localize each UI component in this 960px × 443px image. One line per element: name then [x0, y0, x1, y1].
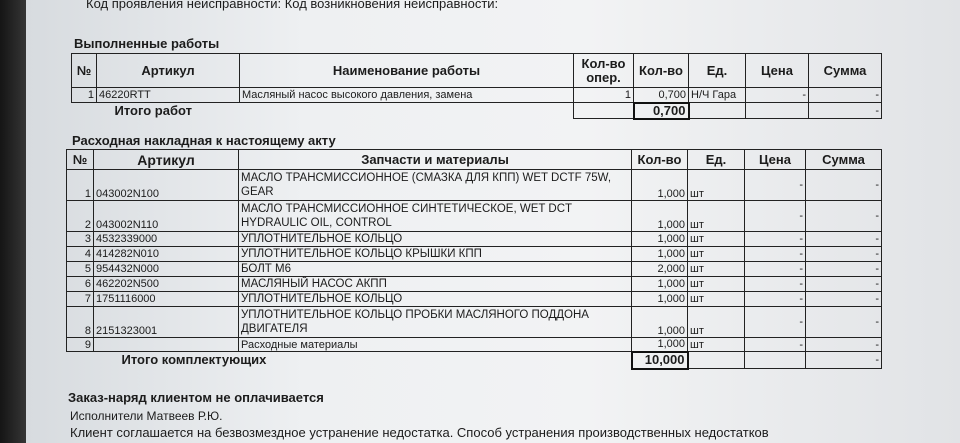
row-name: БОЛТ М6 [239, 262, 632, 277]
row-sum: - [806, 307, 882, 338]
row-number: 4 [67, 247, 94, 262]
row-ops: 1 [574, 88, 634, 103]
row-price: - [745, 262, 806, 277]
row-price: - [745, 277, 806, 292]
row-article: 414282N010 [94, 247, 239, 262]
row-unit: шт [688, 292, 745, 307]
row-number: 3 [67, 232, 94, 247]
row-qty: 2,000 [632, 262, 688, 277]
row-number: 5 [67, 262, 94, 277]
row-qty: 1,000 [632, 307, 688, 338]
table-row [67, 232, 882, 247]
works-header-cell: Кол-во опер. [574, 54, 634, 88]
row-qty: 1,000 [632, 338, 688, 352]
works-total-sum: - [809, 103, 882, 119]
row-number: 7 [67, 292, 94, 307]
works-header-cell: Кол-во [634, 54, 689, 88]
row-number: 1 [72, 88, 97, 103]
row-article: 2151323001 [94, 307, 239, 338]
row-article: 46220RTT [97, 88, 240, 103]
row-unit: шт [688, 170, 745, 201]
works-total-label: Итого работ [114, 102, 192, 118]
fault-codes-line: Код проявления неисправности: Код возникновения неисправности: [86, 0, 499, 11]
parts-header-cell: № [67, 150, 94, 170]
row-article: 462202N500 [94, 277, 239, 292]
row-price: - [745, 307, 806, 338]
works-total-row [72, 103, 882, 119]
table-row [67, 170, 882, 201]
row-name: МАСЛО ТРАНСМИССИОННОЕ СИНТЕТИЧЕСКОЕ, WET DCT HYDRAULIC OIL, CONTROL [239, 201, 632, 232]
table-row [67, 307, 882, 338]
row-name: УПЛОТНИТЕЛЬНОЕ КОЛЬЦО [239, 232, 632, 247]
row-qty: 1,000 [632, 292, 688, 307]
parts-total-qty: 10,000 [632, 352, 688, 369]
agreement-text: Клиент соглашается на безвозмездное устранение недостатка. Способ устранения производственных недостатков [70, 425, 769, 440]
row-name: Масляный насос высокого давления, замена [240, 88, 574, 103]
not-paid-note: Заказ-наряд клиентом не оплачивается [68, 390, 324, 405]
row-qty: 1,000 [632, 277, 688, 292]
works-header-cell: № [72, 54, 97, 88]
row-article: 954432N000 [94, 262, 239, 277]
works-header-cell: Ед. [689, 54, 746, 88]
row-qty: 1,000 [632, 201, 688, 232]
parts-total-sum: - [806, 352, 882, 369]
row-unit: шт [688, 201, 745, 232]
row-sum: - [809, 88, 882, 103]
row-number: 6 [67, 277, 94, 292]
row-price: - [745, 292, 806, 307]
works-section-title: Выполненные работы [74, 36, 220, 51]
works-header-cell: Наименование работы [240, 54, 574, 88]
row-article [94, 338, 239, 352]
row-unit: шт [688, 247, 745, 262]
table-row [67, 201, 882, 232]
parts-total-row [67, 352, 882, 369]
row-qty: 1,000 [632, 170, 688, 201]
parts-table [66, 149, 882, 370]
row-name: УПЛОТНИТЕЛЬНОЕ КОЛЬЦО ПРОБКИ МАСЛЯНОГО ПОДДОНА ДВИГАТЕЛЯ [239, 307, 632, 338]
table-row [67, 277, 882, 292]
row-article: 1751116000 [94, 292, 239, 307]
row-sum: - [806, 262, 882, 277]
parts-header-cell: Сумма [806, 150, 882, 170]
row-name: МАСЛЯНЫЙ НАСОС АКПП [239, 277, 632, 292]
row-article: 4532339000 [94, 232, 239, 247]
parts-header-cell: Артикул [94, 150, 239, 170]
row-sum: - [806, 232, 882, 247]
row-name: МАСЛО ТРАНСМИССИОННОЕ (СМАЗКА ДЛЯ КПП) WET DCTF 75W, GEAR [239, 170, 632, 201]
row-sum: - [806, 277, 882, 292]
row-qty: 1,000 [632, 247, 688, 262]
row-price: - [746, 88, 809, 103]
document-paper [26, 0, 960, 443]
row-sum: - [806, 170, 882, 201]
row-price: - [745, 170, 806, 201]
row-unit: шт [688, 307, 745, 338]
works-total-qty: 0,700 [634, 103, 689, 119]
works-header-cell: Артикул [97, 54, 240, 88]
row-sum: - [806, 247, 882, 262]
row-unit: шт [688, 262, 745, 277]
row-sum: - [806, 292, 882, 307]
table-row [67, 338, 882, 352]
table-row [67, 247, 882, 262]
parts-header-cell: Кол-во [632, 150, 688, 170]
row-price: - [745, 232, 806, 247]
row-price: - [745, 338, 806, 352]
row-number: 9 [67, 338, 94, 352]
parts-header-cell: Ед. [688, 150, 745, 170]
row-unit: Н/Ч Гара [689, 88, 746, 103]
row-number: 2 [67, 201, 94, 232]
table-row [67, 292, 882, 307]
row-name: УПЛОТНИТЕЛЬНОЕ КОЛЬЦО [239, 292, 632, 307]
parts-total-label: Итого комплектующих [121, 352, 267, 368]
row-sum: - [806, 338, 882, 352]
parts-header-cell: Цена [745, 150, 806, 170]
row-name: Расходные материалы [239, 338, 632, 352]
works-table [71, 53, 882, 120]
row-article: 043002N110 [94, 201, 239, 232]
row-unit: шт [688, 232, 745, 247]
works-header-cell: Цена [746, 54, 809, 88]
executors-line: Исполнители Матвеев Р.Ю. [70, 409, 223, 423]
row-number: 8 [67, 307, 94, 338]
parts-section-title: Расходная накладная к настоящему акту [72, 133, 336, 148]
row-unit: шт [688, 338, 745, 352]
row-name: УПЛОТНИТЕЛЬНОЕ КОЛЬЦО КРЫШКИ КПП [239, 247, 632, 262]
table-row [72, 88, 882, 103]
row-price: - [745, 201, 806, 232]
row-unit: шт [688, 277, 745, 292]
row-sum: - [806, 201, 882, 232]
row-article: 043002N100 [94, 170, 239, 201]
table-row [67, 262, 882, 277]
row-price: - [745, 247, 806, 262]
row-qty: 0,700 [634, 88, 689, 103]
parts-header-cell: Запчасти и материалы [239, 150, 632, 170]
row-qty: 1,000 [632, 232, 688, 247]
row-number: 1 [67, 170, 94, 201]
works-header-cell: Сумма [809, 54, 882, 88]
